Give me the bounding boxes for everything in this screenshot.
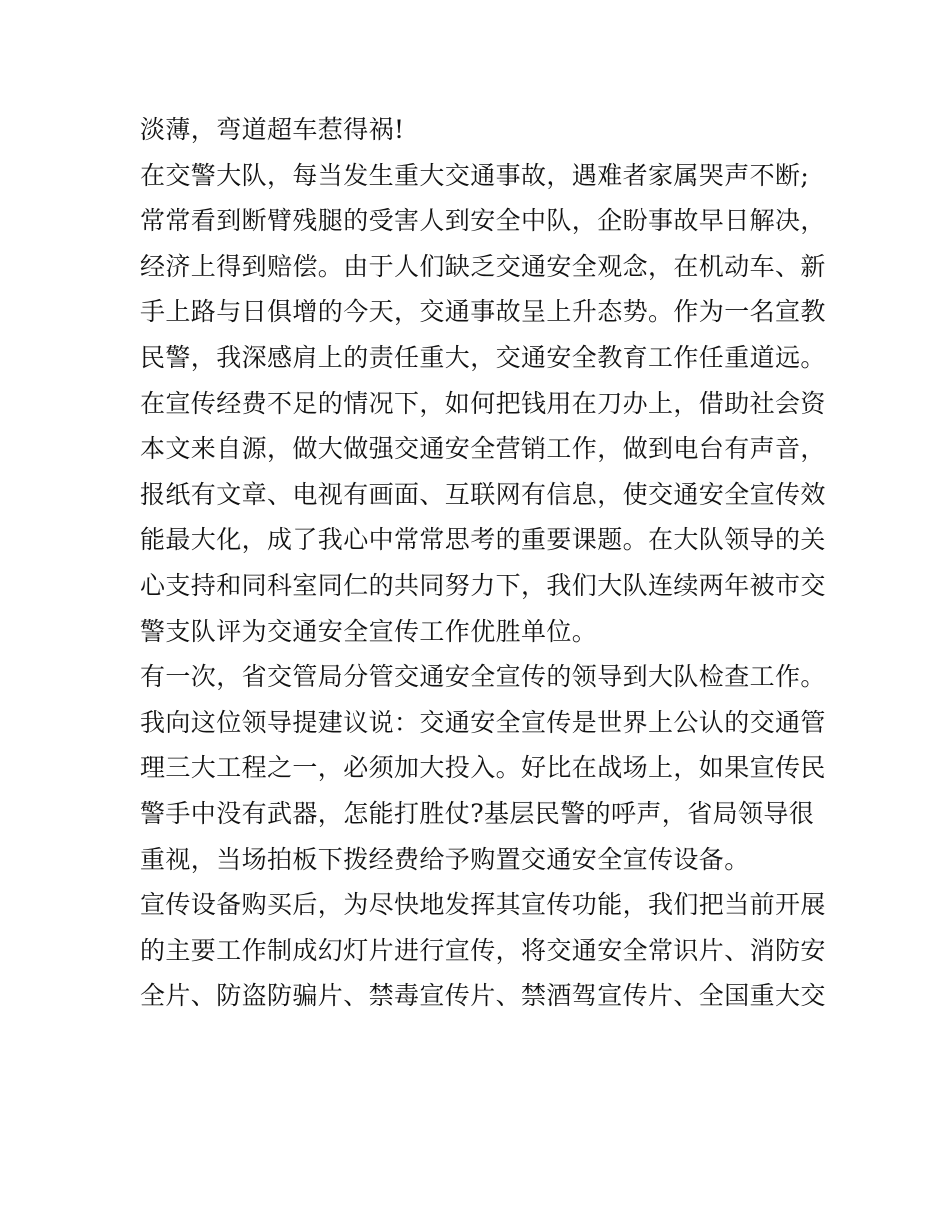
text-line: 的主要工作制成幻灯片进行宣传，将交通安全常识片、消防安: [140, 935, 826, 965]
text-line: 能最大化，成了我心中常常思考的重要课题。在大队领导的关: [140, 525, 826, 555]
text-line: 心支持和同科室同仁的共同努力下，我们大队连续两年被市交: [140, 570, 826, 600]
text-line: 在宣传经费不足的情况下，如何把钱用在刀办上，借助社会资: [140, 388, 826, 418]
text-line: 有一次，省交管局分管交通安全宣传的领导到大队检查工作。: [140, 662, 826, 692]
text-line: 手上路与日俱增的今天，交通事故呈上升态势。作为一名宣教: [140, 297, 826, 327]
text-line: 报纸有文章、电视有画面、互联网有信息，使交通安全宣传效: [140, 479, 826, 509]
text-line: 民警，我深感肩上的责任重大，交通安全教育工作任重道远。: [140, 342, 826, 372]
text-line: 理三大工程之一，必须加大投入。好比在战场上，如果宣传民: [140, 753, 826, 783]
text-line: 重视，当场拍板下拨经费给予购置交通安全宣传设备。: [140, 844, 750, 874]
text-line: 在交警大队，每当发生重大交通事故，遇难者家属哭声不断;: [140, 160, 810, 190]
text-line: 警手中没有武器，怎能打胜仗?基层民警的呼声，省局领导很: [140, 798, 815, 828]
text-line: 本文来自源，做大做强交通安全营销工作，做到电台有声音，: [140, 434, 826, 464]
text-line: 经济上得到赔偿。由于人们缺乏交通安全观念，在机动车、新: [140, 251, 826, 281]
text-line: 常常看到断臂残腿的受害人到安全中队，企盼事故早日解决，: [140, 206, 826, 236]
text-line: 全片、防盗防骗片、禁毒宣传片、禁酒驾宣传片、全国重大交: [140, 981, 826, 1011]
body-text: [140, 107, 826, 1019]
text-line: 宣传设备购买后，为尽快地发挥其宣传功能，我们把当前开展: [140, 890, 826, 920]
text-line: 警支队评为交通安全宣传工作优胜单位。: [140, 616, 598, 646]
text-line: 我向这位领导提建议说：交通安全宣传是世界上公认的交通管: [140, 707, 826, 737]
text-line: 淡薄，弯道超车惹得祸!: [140, 115, 405, 144]
